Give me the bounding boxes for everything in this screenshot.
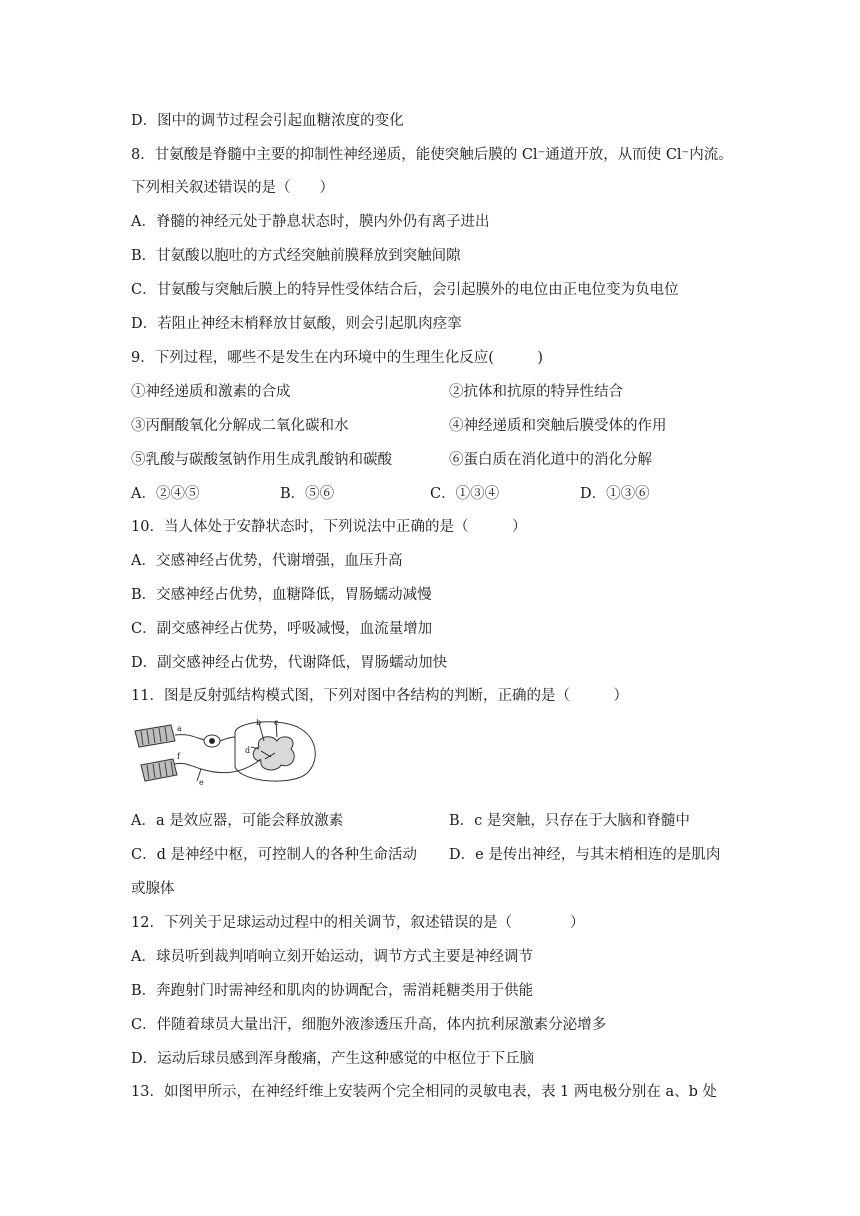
q12-option-c: C．伴随着球员大量出汗，细胞外液渗透压升高，体内抗利尿激素分泌增多: [131, 1017, 607, 1033]
q8-stem-line1: 8．甘氨酸是脊髓中主要的抑制性神经递质，能使突触后膜的 Cl⁻通道开放，从而使 Cl⁻内流。: [131, 147, 733, 163]
receptor-shape: [135, 725, 175, 747]
q12-option-a: A．球员听到裁判哨响立刻开始运动，调节方式主要是神经调节: [131, 949, 533, 965]
q9-item-1: ①神经递质和激素的合成: [131, 384, 291, 400]
q9-option-b: B．⑤⑥: [280, 486, 335, 502]
q8-option-d: D．若阻止神经末梢释放甘氨酸，则会引起肌肉痉挛: [131, 316, 462, 332]
q11-option-c: C．d 是神经中枢，可控制人的各种生命活动: [131, 847, 417, 863]
reflex-arc-figure: [131, 719, 327, 787]
q12-stem: 12．下列关于足球运动过程中的相关调节，叙述错误的是（ ）: [131, 915, 585, 931]
q11-option-a: A．a 是效应器，可能会释放激素: [131, 813, 344, 829]
q10-option-b: B．交感神经占优势，血糖降低，胃肠蠕动减慢: [131, 587, 432, 603]
q9-item-5: ⑤乳酸与碳酸氢钠作用生成乳酸钠和碳酸: [131, 452, 392, 468]
q10-option-a: A．交感神经占优势，代谢增强，血压升高: [131, 553, 403, 569]
q9-option-d: D．①③⑥: [580, 486, 650, 502]
q9-stem: 9．下列过程，哪些不是发生在内环境中的生理生化反应( ): [131, 350, 544, 366]
q11-stem: 11．图是反射弧结构模式图，下列对图中各结构的判断，正确的是（ ）: [131, 688, 628, 704]
q7-option-d: D．图中的调节过程会引起血糖浓度的变化: [131, 113, 404, 129]
q8-option-c: C．甘氨酸与突触后膜上的特异性受体结合后，会引起膜外的电位由正电位变为负电位: [131, 282, 679, 298]
q9-option-a: A．②④⑤: [131, 486, 200, 502]
q12-option-b: B．奔跑射门时需神经和肌肉的协调配合，需消耗糖类用于供能: [131, 983, 534, 999]
q10-option-c: C．副交感神经占优势，呼吸减慢，血流量增加: [131, 621, 433, 637]
q8-option-a: A．脊髓的神经元处于静息状态时，膜内外仍有离子进出: [131, 214, 490, 230]
q12-option-d: D．运动后球员感到浑身酸痛，产生这种感觉的中枢位于下丘脑: [131, 1051, 535, 1067]
figure-label-f: f: [177, 752, 180, 761]
figure-label-c: c: [274, 719, 279, 727]
q9-item-6: ⑥蛋白质在消化道中的消化分解: [449, 452, 652, 468]
figure-label-a: a: [177, 724, 182, 733]
q9-item-2: ②抗体和抗原的特异性结合: [449, 384, 623, 400]
q10-stem: 10．当人体处于安静状态时，下列说法中正确的是（ ）: [131, 519, 527, 535]
figure-label-d: d: [245, 746, 251, 755]
q13-stem: 13．如图甲所示，在神经纤维上安装两个完全相同的灵敏电表，表 1 两电极分别在 a、b 处: [131, 1084, 718, 1100]
q9-item-3: ③丙酮酸氧化分解成二氧化碳和水: [131, 418, 349, 434]
q11-option-d: D．e 是传出神经，与其末梢相连的是肌肉: [449, 847, 721, 863]
q8-stem-line2: 下列相关叙述错误的是（ ）: [131, 180, 334, 196]
q9-item-4: ④神经递质和突触后膜受体的作用: [449, 418, 667, 434]
q11-option-b: B．c 是突触，只存在于大脑和脊髓中: [449, 813, 690, 829]
q8-option-b: B．甘氨酸以胞吐的方式经突触前膜释放到突触间隙: [131, 248, 461, 264]
q9-option-c: C．①③④: [430, 486, 500, 502]
figure-label-e: e: [199, 778, 204, 787]
q10-option-d: D．副交感神经占优势，代谢降低，胃肠蠕动加快: [131, 655, 448, 671]
figure-label-b: b: [256, 719, 262, 727]
q11-option-d-continued: 或腺体: [131, 881, 175, 897]
